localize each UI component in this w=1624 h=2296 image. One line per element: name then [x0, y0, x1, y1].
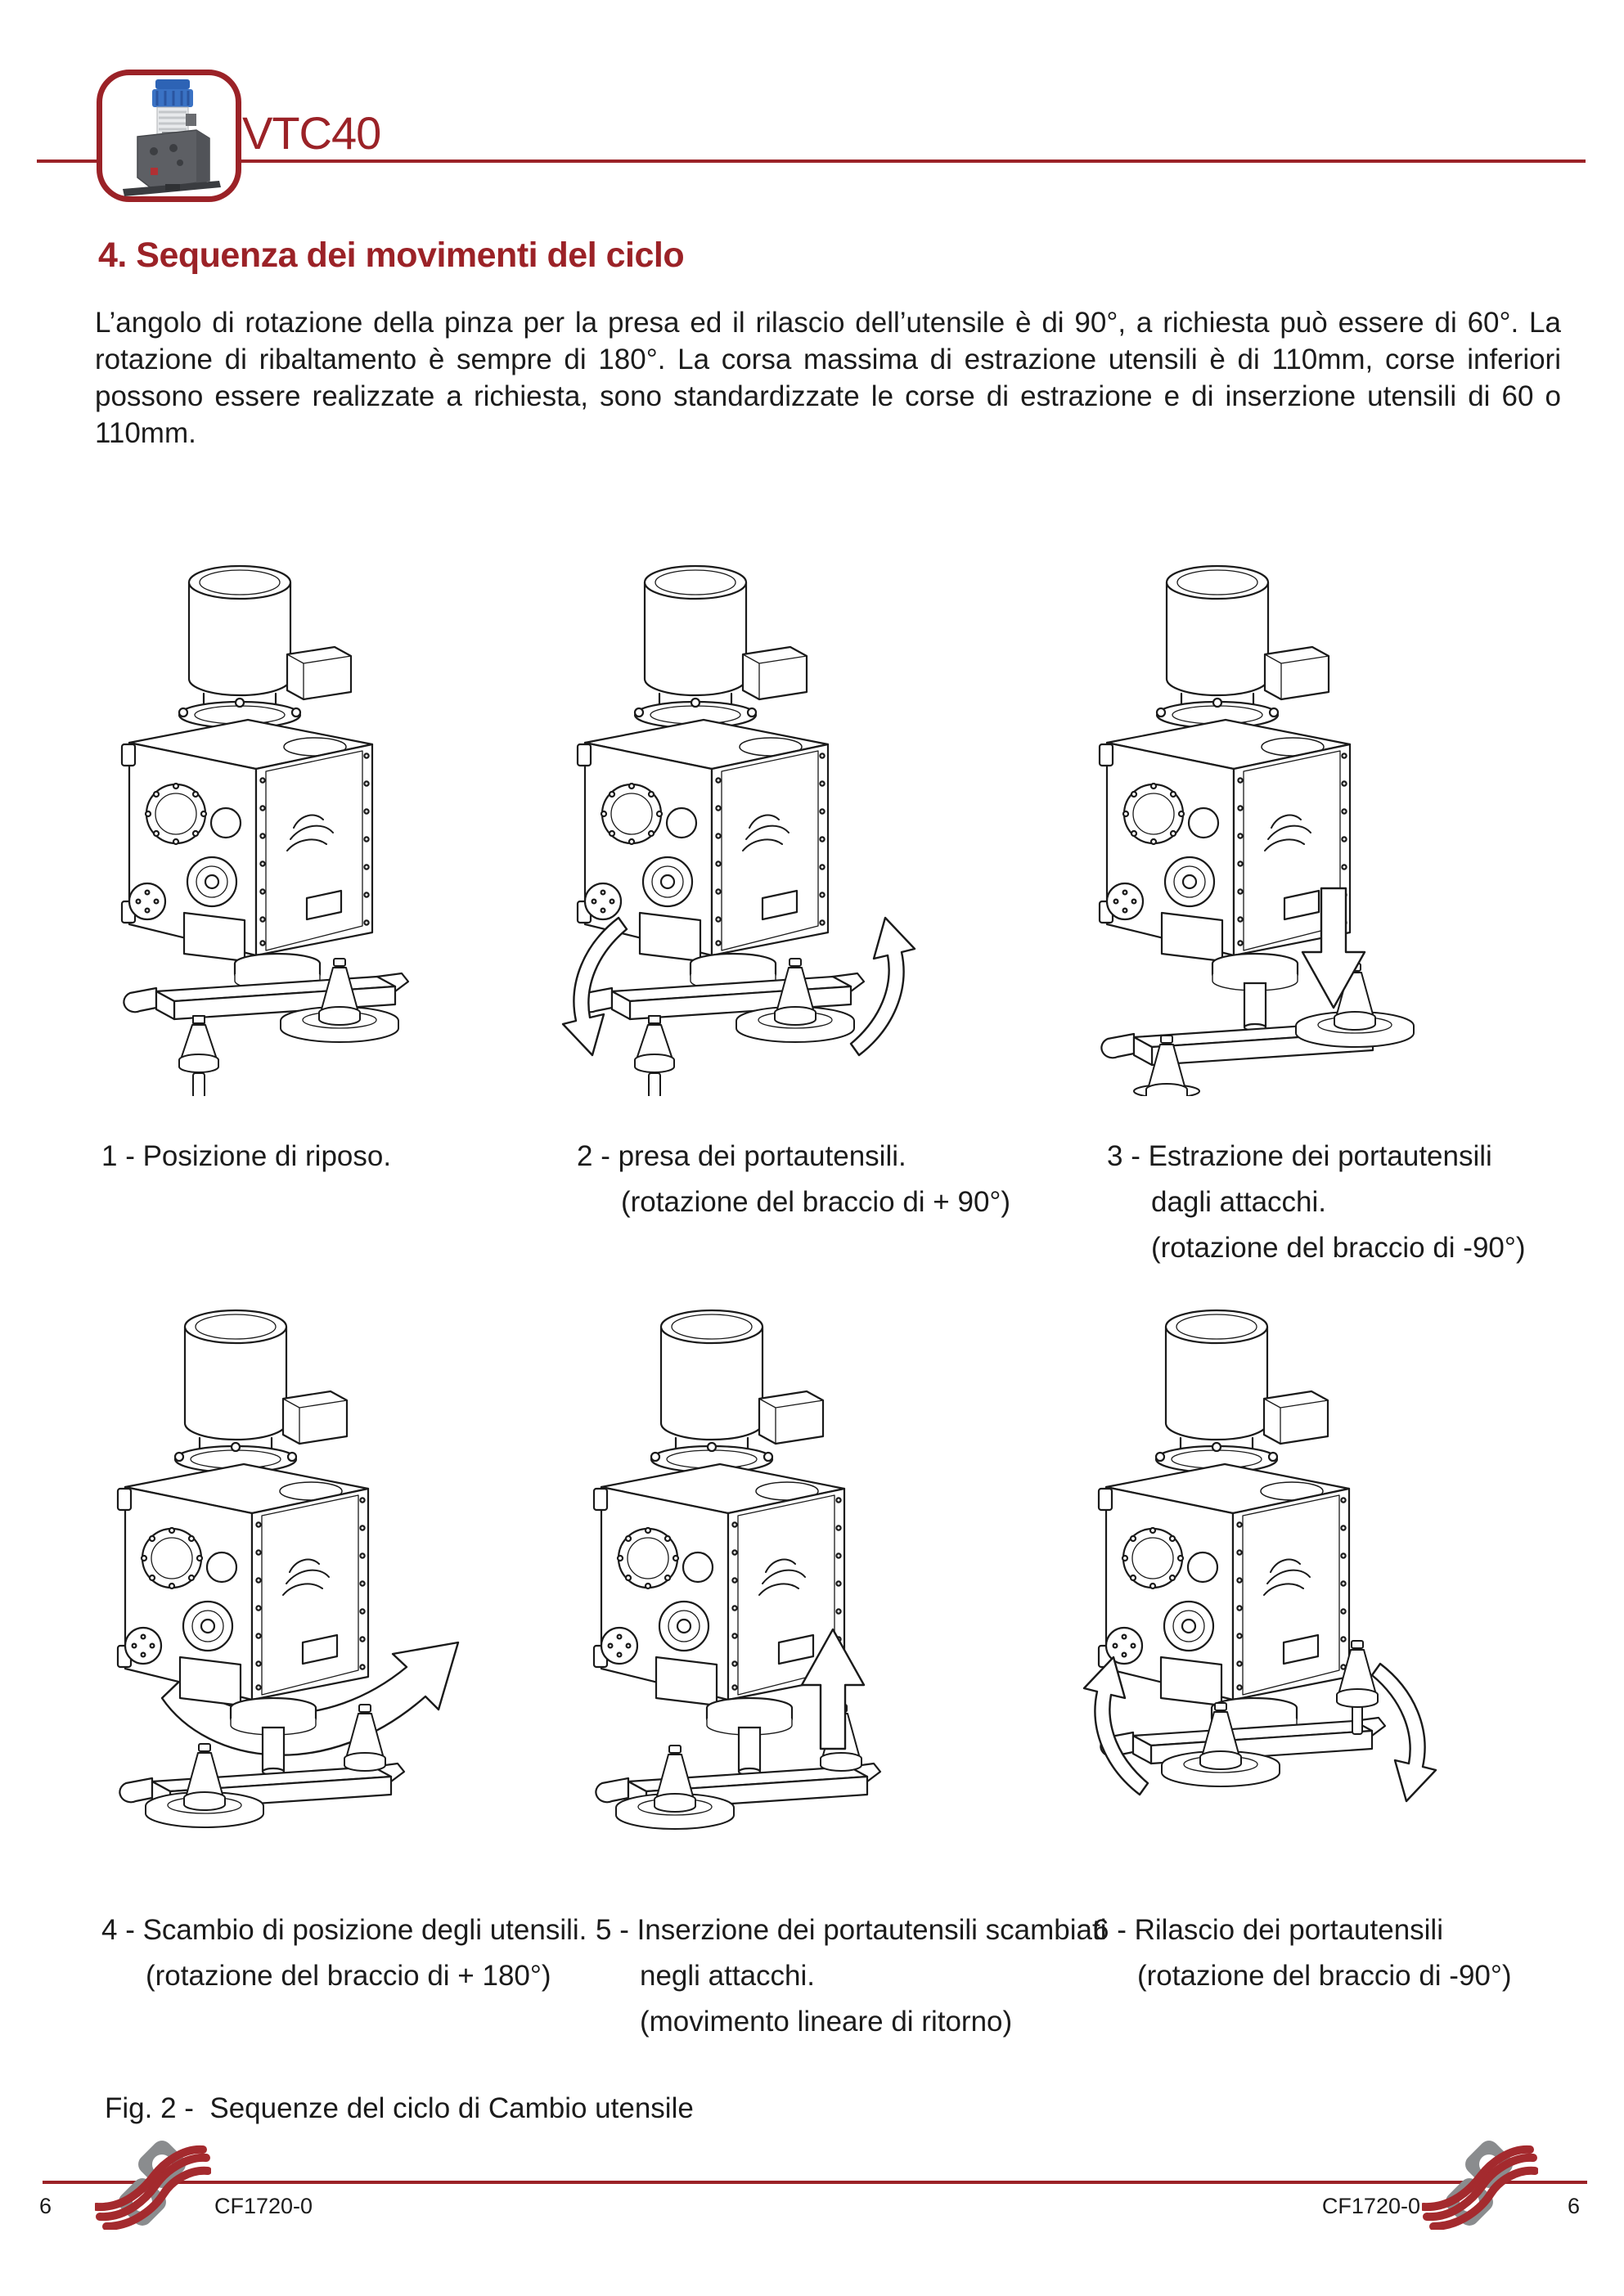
rotation-arrow-right-icon [851, 918, 915, 1055]
figure-1-rest-position [52, 532, 510, 1096]
caption-figure-2 [577, 1134, 1010, 1225]
intro-paragraph: L’angolo di rotazione della pinza per la presa ed il rilascio dell’utensile è di 90°, a richiesta può essere di 60°. La rotazione di ribaltamento è sempre di 180°. La corsa massima di estrazione utensili è di 110mm, corse inferiori possono essere realizzate a richiesta, sono standardizzate le corse di estrazione e di inserzione utensili di 60 o 110mm. [95, 307, 1561, 449]
caption-line: 5 - Inserzione dei portautensili scambiati [596, 1914, 1107, 1946]
footer-rule [43, 2181, 1587, 2184]
product-title: VTC40 [242, 107, 381, 159]
product-badge [97, 70, 241, 202]
document-code-right: CF1720-0 [1321, 2194, 1420, 2218]
caption-line: (rotazione del braccio di -90°) [1151, 1232, 1526, 1264]
caption-figure-3 [1107, 1134, 1526, 1271]
rotation-arrow-right-icon [1372, 1664, 1436, 1801]
caption-line: 1 - Posizione di riposo. [101, 1140, 392, 1172]
company-logo-icon [1422, 2138, 1538, 2230]
figure-group-caption: Fig. 2 - Sequenze del ciclo di Cambio utensile [105, 2092, 694, 2124]
caption-figure-4 [101, 1907, 587, 1999]
header-rule [37, 160, 1586, 163]
section-title: 4. Sequenza dei movimenti del ciclo [98, 236, 685, 275]
machine-drawing-5 [524, 1276, 982, 1840]
company-logo-left [95, 2138, 211, 2230]
figure-5-insertion [524, 1276, 982, 1840]
caption-line: dagli attacchi. [1151, 1186, 1327, 1218]
figure-4-position-exchange [47, 1276, 506, 1840]
caption-figure-6 [1093, 1907, 1512, 1999]
caption-figure-1 [101, 1134, 391, 1179]
document-code-left: CF1720-0 [214, 2194, 313, 2218]
figure-6-release [1028, 1276, 1487, 1840]
machine-drawing-6 [1028, 1276, 1487, 1840]
machine-drawing-2 [507, 532, 965, 1096]
caption-line: (rotazione del braccio di + 90°) [621, 1186, 1011, 1218]
company-logo-right [1422, 2138, 1538, 2230]
caption-line: (movimento lineare di ritorno) [640, 2006, 1013, 2038]
caption-line: 2 - presa dei portautensili. [577, 1140, 906, 1172]
caption-figure-5 [596, 1907, 1106, 2045]
caption-line: 4 - Scambio di posizione degli utensili. [101, 1914, 587, 1946]
rotation-arrow-left-icon [1084, 1657, 1148, 1795]
caption-line: 6 - Rilascio dei portautensili [1093, 1914, 1443, 1946]
machine-drawing-1 [52, 532, 510, 1096]
caption-line: (rotazione del braccio di -90°) [1137, 1960, 1512, 1992]
caption-line: (rotazione del braccio di + 180°) [146, 1960, 551, 1992]
machine-photo-icon [105, 78, 240, 200]
caption-line: 3 - Estrazione dei portautensili [1107, 1140, 1492, 1172]
figure-3-extraction [1029, 532, 1487, 1096]
machine-drawing-3 [1029, 532, 1487, 1096]
page-number-right: 6 [1568, 2194, 1581, 2218]
caption-line: negli attacchi. [640, 1960, 816, 1992]
figure-2-grip-toolholders [507, 532, 965, 1096]
machine-drawing-4 [47, 1276, 506, 1840]
page-number-left: 6 [39, 2194, 52, 2218]
company-logo-icon [95, 2138, 211, 2230]
rotation-arrow-left-icon [563, 918, 627, 1055]
